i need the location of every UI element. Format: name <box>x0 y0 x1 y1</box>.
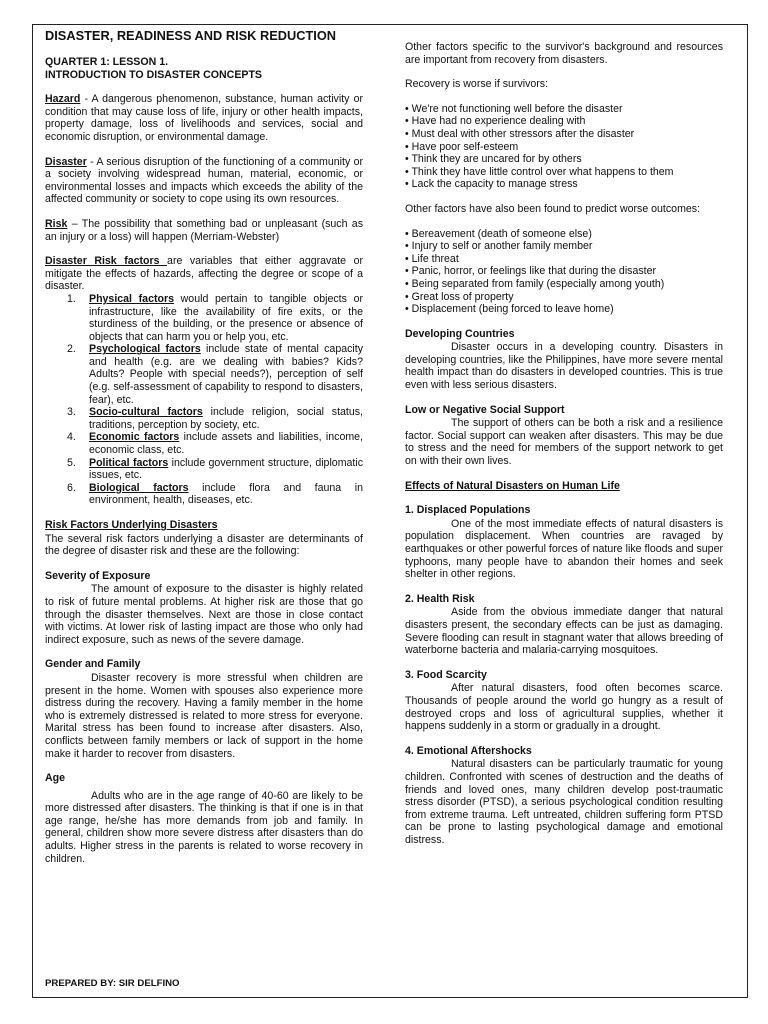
list-item: • Have poor self-esteem <box>405 140 519 153</box>
list-item: 1. Physical factors would pertain to tangible objects or infrastructure, like the availability of fire exits, or the sturdiness of the building, or the presence or absence of objects that can harm you or help you, etc. <box>67 292 363 343</box>
developing-heading: Developing Countries <box>405 327 515 340</box>
hazard-text: - A dangerous phenomenon, substance, human activity or condition that may cause loss of life, injury or other health impacts, property damage, loss of livelihoods and services, social and economic disruption, or environmental damage. <box>45 93 363 143</box>
underlying-text: The several risk factors underlying a disaster are determinants of the degree of disaster risk and these are the following: <box>45 532 363 558</box>
worse-list <box>405 103 723 191</box>
right-intro: Other factors specific to the survivor's background and resources are important from recovery from disasters. <box>405 41 723 66</box>
drf-term: Disaster Risk factors <box>45 255 168 268</box>
quarter-label: QUARTER 1: LESSON 1. <box>45 56 169 68</box>
right-column <box>405 41 723 858</box>
left-column <box>45 29 363 877</box>
disaster-risk-factors-definition <box>45 255 363 293</box>
risk-text: – The possibility that something bad or unpleasant (such as an injury or a loss) will happen (Merriam-Webster) <box>45 217 363 243</box>
list-item: • Being separated from family (especially among youth) <box>405 277 665 290</box>
emotional-heading: 4. Emotional Aftershocks <box>405 744 532 757</box>
list-item: • Displacement (being forced to leave home) <box>405 303 614 316</box>
list-item: 3. Socio-cultural factors include religion, social status, traditions, perception by society, etc. <box>67 406 363 431</box>
risk-term: Risk <box>45 217 68 230</box>
food-heading: 3. Food Scarcity <box>405 668 487 681</box>
list-item: 5. Political factors include government structure, diplomatic issues, etc. <box>67 456 364 482</box>
list-item: • We're not functioning well before the disaster <box>405 102 623 115</box>
list-item: 4. Economic factors include assets and liabilities, income, economic class, etc. <box>67 431 363 457</box>
effects-heading: Effects of Natural Disasters on Human Life <box>405 479 620 492</box>
list-item: • Think they have little control over what happens to them <box>405 165 674 178</box>
age-heading: Age <box>45 772 66 785</box>
food-text: After natural disasters, food often becomes scarce. Thousands of people around the world go hungry as a result of destroyed crops and loss of agricultural supplies, whether it happens suddenly in a storm or gradually in a drought. <box>405 682 723 733</box>
disaster-term: Disaster <box>45 155 87 168</box>
list-item: • Think they are uncared for by others <box>405 153 582 166</box>
emotional-text: Natural disasters can be particularly traumatic for young children. Confronted with scenes of destruction and the deaths of friends and loved ones, many children develop post-traumatic stress disorder (PTSD), a serious psychological condition resulting from extreme trauma. Left untreated, children suffering form PTSD can be prone to lasting psychological damage and emotional distress. <box>405 758 723 846</box>
worse-intro: Recovery is worse if survivors: <box>405 78 549 91</box>
list-item: • Lack the capacity to manage stress <box>405 178 578 191</box>
predict-intro: Other factors have also been found to predict worse outcomes: <box>405 202 701 215</box>
list-item: • Panic, horror, or feelings like that during the disaster <box>405 265 657 278</box>
list-item: • Bereavement (death of someone else) <box>405 227 592 240</box>
disaster-definition <box>45 156 363 206</box>
severity-heading: Severity of Exposure <box>45 569 151 582</box>
displaced-heading: 1. Displaced Populations <box>405 504 531 517</box>
risk-definition <box>45 218 363 243</box>
underlying-heading: Risk Factors Underlying Disasters <box>45 519 218 531</box>
hazard-term: Hazard <box>45 93 81 106</box>
lesson-title: INTRODUCTION TO DISASTER CONCEPTS <box>45 68 262 81</box>
page-title: DISASTER, READINESS AND RISK REDUCTION <box>45 28 337 43</box>
age-text: Adults who are in the age range of 40-60 are likely to be more distressed after disasters. The thinking is that if one is in that age range, he/she has more demands from job and family. In general, children show more severe distress after disasters than do adults. Higher stress in the parents is related to worse recovery in children. <box>45 789 363 865</box>
disaster-text: - A serious disruption of the functioning of a community or a society involving widespread human, material, economic, or environmental losses and impacts which exceeds the ability of the affected community or society to cope using its own resources. <box>45 155 363 206</box>
predict-list <box>405 228 723 316</box>
list-item: 2. Psychological factors include state of mental capacity and health (e.g. are we dealing with babies? Kids? Adults? People with special needs?), perception of self (e.g. self-assessment of capability to respond to disasters, fear), etc. <box>67 343 363 406</box>
list-item: • Must deal with other stressors after the disaster <box>405 127 635 140</box>
risk-factors-list <box>45 293 363 507</box>
document-page <box>32 24 748 998</box>
support-text: The support of others can be both a risk and a resilience factor. Social support can weaken after disasters. This may be due to stress and the need for members of the support network to get on with their own lives. <box>405 417 723 468</box>
list-item: • Life threat <box>405 252 459 265</box>
support-heading: Low or Negative Social Support <box>405 403 565 416</box>
gender-text: Disaster recovery is more stressful when children are present in the home. Women with spouses also experience more distress during the recovery. Having a family member in the home who is extremely distressed is related to more stress for everyone. Marital stress has been found to increase after disasters. Also, conflicts between family members or lack of support in the home make it harder to recover from disasters. <box>45 671 363 760</box>
list-item: • Have had no experience dealing with <box>405 115 586 128</box>
displaced-text: One of the most immediate effects of natural disasters is population displacement. When countries are ravaged by earthquakes or other powerful forces of nature like floods and super typhoons, many people have to abandon their homes and seek shelter in other regions. <box>405 517 723 581</box>
drf-text: are variables that either aggravate or mitigate the effects of hazards, affecting the degree or scope of a disaster. <box>45 255 364 293</box>
severity-text: The amount of exposure to the disaster is highly related to risk of future mental problems. At higher risk are those that go through the disaster themselves. Next are those in close contact with victims. At lower risk of lasting impact are those who only had indirect exposure, such as news of the severe damage. <box>45 583 363 646</box>
list-item: • Injury to self or another family member <box>405 240 593 253</box>
list-item: 6. Biological factors include flora and fauna in environment, health, diseases, etc. <box>67 481 364 507</box>
hazard-definition <box>45 93 363 143</box>
health-text: Aside from the obvious immediate danger that natural disasters present, the secondary effects can be just as damaging. Severe flooding can result in stagnant water that allows breeding of waterborne bacteria and malaria-carrying mosquitoes. <box>405 606 723 657</box>
gender-heading: Gender and Family <box>45 658 141 671</box>
list-item: • Great loss of property <box>405 290 514 303</box>
health-heading: 2. Health Risk <box>405 592 475 605</box>
developing-text: Disaster occurs in a developing country. Disasters in developing countries, like the Philippines, have more severe mental health impact than do disasters in developed countries. This is true even with less serious disasters. <box>405 341 723 392</box>
footer-prepared-by: PREPARED BY: SIR DELFINO <box>45 978 180 989</box>
